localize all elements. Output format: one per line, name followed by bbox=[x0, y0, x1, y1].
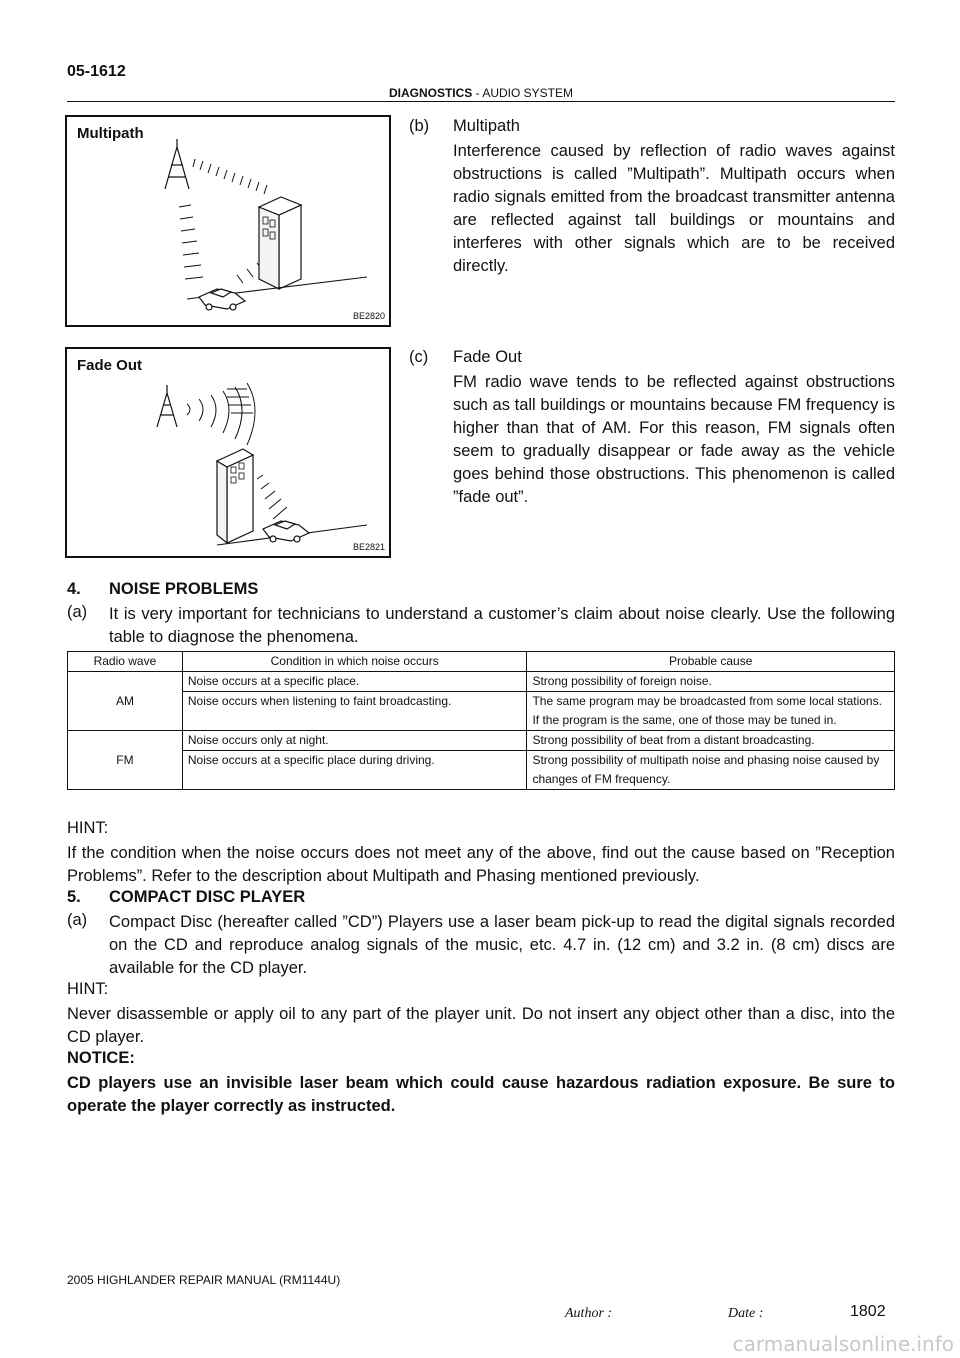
hint-text: Never disassemble or apply oil to any part of the player unit. Do not insert any object other than a disc, into the CD player. bbox=[67, 1005, 895, 1046]
item-label: (c) bbox=[409, 348, 429, 366]
section-number: 5. bbox=[67, 888, 81, 906]
figure-title: Multipath bbox=[77, 125, 144, 142]
item-label: (a) bbox=[67, 603, 88, 621]
table-row bbox=[68, 731, 895, 751]
section-name: DIAGNOSTICS bbox=[388, 86, 473, 100]
table-header-row bbox=[68, 652, 895, 672]
condition-cell: Noise occurs only at night. bbox=[182, 731, 527, 751]
watermark: carmanualsonline.info bbox=[732, 1332, 954, 1356]
fade-out-illustration bbox=[67, 349, 389, 556]
header-rule bbox=[67, 101, 895, 102]
notice-label: NOTICE: bbox=[67, 1049, 135, 1067]
hint-text: If the condition when the noise occurs does not meet any of the above, find out the cause based on ”Reception Problems”. Refer to the description about Multipath and Phasing mentioned previously. bbox=[67, 844, 895, 885]
condition-cell: Noise occurs at a specific place during driving. bbox=[182, 751, 527, 790]
multipath-description: Interference caused by reflection of radio waves against obstructions is called ”Multipath”. Multipath occurs when radio signals emitted from the broadcast transmitter antenna are reflected against tall buildings or mountains and interferes with other signals which are to be received directly. bbox=[453, 142, 895, 275]
running-header bbox=[67, 86, 895, 100]
cause-cell: The same program may be broadcasted from some local stations. If the program is the same, one of those may be tuned in. bbox=[527, 692, 895, 731]
item-title: Multipath bbox=[453, 117, 520, 135]
item-label: (b) bbox=[409, 117, 430, 135]
item-label: (a) bbox=[67, 911, 88, 929]
table-header: Probable cause bbox=[527, 652, 895, 672]
noise-diagnosis-table bbox=[67, 651, 895, 790]
section-title: COMPACT DISC PLAYER bbox=[109, 888, 306, 906]
table-header: Radio wave bbox=[68, 652, 183, 672]
table-row bbox=[68, 692, 895, 731]
noise-instructions: It is very important for technicians to understand a customer’s claim about noise clearly. Use the following table to diagnose the phenomena. bbox=[109, 605, 895, 646]
notice-text: CD players use an invisible laser beam which could cause hazardous radiation exposure. Be sure to operate the player correctly as instructed. bbox=[67, 1074, 895, 1115]
hint-label: HINT: bbox=[67, 819, 109, 837]
multipath-illustration bbox=[67, 117, 389, 325]
cause-cell: Strong possibility of foreign noise. bbox=[527, 672, 895, 692]
hint-label: HINT: bbox=[67, 980, 109, 998]
table-row bbox=[68, 672, 895, 692]
table-header: Condition in which noise occurs bbox=[182, 652, 527, 672]
cause-cell: Strong possibility of beat from a distant broadcasting. bbox=[527, 731, 895, 751]
subsection-name: AUDIO SYSTEM bbox=[482, 86, 574, 100]
condition-cell: Noise occurs when listening to faint broadcasting. bbox=[182, 692, 527, 731]
author-label: Author : bbox=[565, 1306, 613, 1321]
section-number: 4. bbox=[67, 580, 81, 598]
cd-player-description: Compact Disc (hereafter called ”CD”) Players use a laser beam pick-up to read the digital signals recorded on the CD and reproduce analog signals of the music, etc. 4.7 in. (12 cm) and 3.2 in. (8 cm) discs are available for the CD player. bbox=[109, 913, 895, 977]
condition-cell: Noise occurs at a specific place. bbox=[182, 672, 527, 692]
item-title: Fade Out bbox=[453, 348, 522, 366]
page-total-number: 1802 bbox=[850, 1303, 886, 1320]
figure-code: BE2820 bbox=[352, 311, 385, 321]
fade-out-description: FM radio wave tends to be reflected against obstructions such as tall buildings or mountains because FM frequency is higher than that of AM. For this reason, FM signals often seem to gradually disappear or fade away as the vehicle goes behind those obstructions. This phenomenon is called ”fade out”. bbox=[453, 373, 895, 506]
figure-code: BE2821 bbox=[352, 542, 385, 552]
manual-title: 2005 HIGHLANDER REPAIR MANUAL (RM1144U) bbox=[67, 1273, 341, 1287]
date-label: Date : bbox=[728, 1306, 764, 1321]
multipath-figure bbox=[65, 115, 391, 327]
table-row bbox=[68, 751, 895, 790]
radio-wave-cell: AM bbox=[68, 672, 183, 731]
header-separator: - bbox=[475, 86, 480, 100]
radio-wave-cell: FM bbox=[68, 731, 183, 790]
cause-cell: Strong possibility of multipath noise and phasing noise caused by changes of FM frequency. bbox=[527, 751, 895, 790]
figure-title: Fade Out bbox=[77, 357, 143, 374]
fade-out-figure bbox=[65, 347, 391, 558]
section-title: NOISE PROBLEMS bbox=[109, 580, 259, 598]
page-number: 05-1612 bbox=[67, 63, 126, 80]
